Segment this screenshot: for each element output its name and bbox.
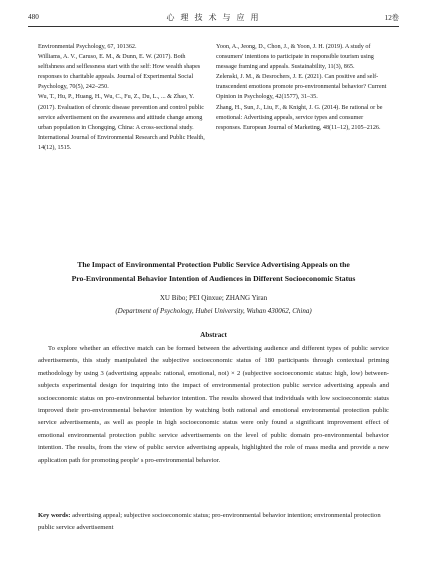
reference-entry: Environmental Psychology, 67, 101362. [38,44,137,50]
reference-entry: Zhang, H., Sun, J., Liu, F., & Knight, J. G. (2014). Be rational or be emotional: Advertising appeals, service types and consumer responses. European Journal of Marketing, 48(11–12), 2105–2126. [216,104,383,131]
keywords-text: advertising appeal; subjective socioeconomic status; pro-environmental behavior intention; environmental protection public service advertisement [38,512,381,532]
keywords-label: Key words: [38,512,71,519]
journal-title: 心 理 技 术 与 应 用 [166,13,261,22]
reference-entry: Wu, T., Hu, P., Huang, H., Wu, C., Fu, Z., Du, L., ... & Zhao, Y. (2017). Evaluation of chronic disease prevention and control public service advertisement on the awareness and attitude change among urban population in Chongqing, China: A cross-sectional study. International Journal of Environmental Research and Public Health, 14(12), 1515. [38,94,205,151]
authors: XU Bibo; PEI Qinxue; ZHANG Yiran [159,294,268,302]
reference-entry: Zelenski, J. M., & Desrochers, J. E. (2021). Can positive and self-transcendent emotions promote pro-environmental behavior? Current Opinion in Psychology, 42(1577), 31–35. [216,74,387,101]
page-header [28,10,399,27]
keywords [38,510,389,535]
affiliation: (Department of Psychology, Hubei University, Wuhan 430062, China) [115,307,312,315]
volume-label: 12卷 [384,14,399,22]
abstract-heading: Abstract [200,331,227,339]
reference-entry: Yoon, A., Jeong, D., Chon, J., & Yoon, J. H. (2019). A study of consumers' intentions to participate in responsible tourism using message framing and appeals. Sustainability, 11(3), 865. [216,44,374,71]
references-right-column [216,42,388,133]
reference-entry: Williams, A. V., Caruso, E. M., & Dunn, E. W. (2017). Both selfishness and selflessness start with the self: How wealth shapes responses to charitable appeals. Journal of Experimental Social Psychology, 70(5), 242–250. [38,54,201,91]
references-left-column [38,42,206,153]
abstract-body [38,343,389,467]
english-title-line-1: The Impact of Environmental Protection Public Service Advertising Appeals on the [77,260,350,269]
abstract-text: To explore whether an effective match can be formed between the advertising audience and different types of public service advertisements, this study manipulated the subjective socioeconomic status of 180 participants through contextual priming methodology by using 3 (advertising appeals: rational, emotional, noi) × 2 (subjective socioeconomic status: high, low) between-subjects experimental design for inquiring into the impact of environmental protection public service advertising appeals and socioeconomic status on pro-environmental behavior intention. The results showed that individuals with low socioeconomic status improved their pro-environmental behavior intention by watching both rational and emotional environmental protection public service advertisements, as well as people in high socioeconomic status were only found a significant improvement effect of emotional environmental protection public service advertisements on the level of public domain pro-environmental behavior intention. The results, from the view of public service advertising appeals, highlighted the role of mass media and provide a new application path for promoting people' s pro-environmental behavior. [38,345,389,464]
english-title-line-2: Pro-Environmental Behavior Intention of Audiences in Different Socioeconomic Status [71,274,356,283]
page-number: 480 [28,13,39,21]
